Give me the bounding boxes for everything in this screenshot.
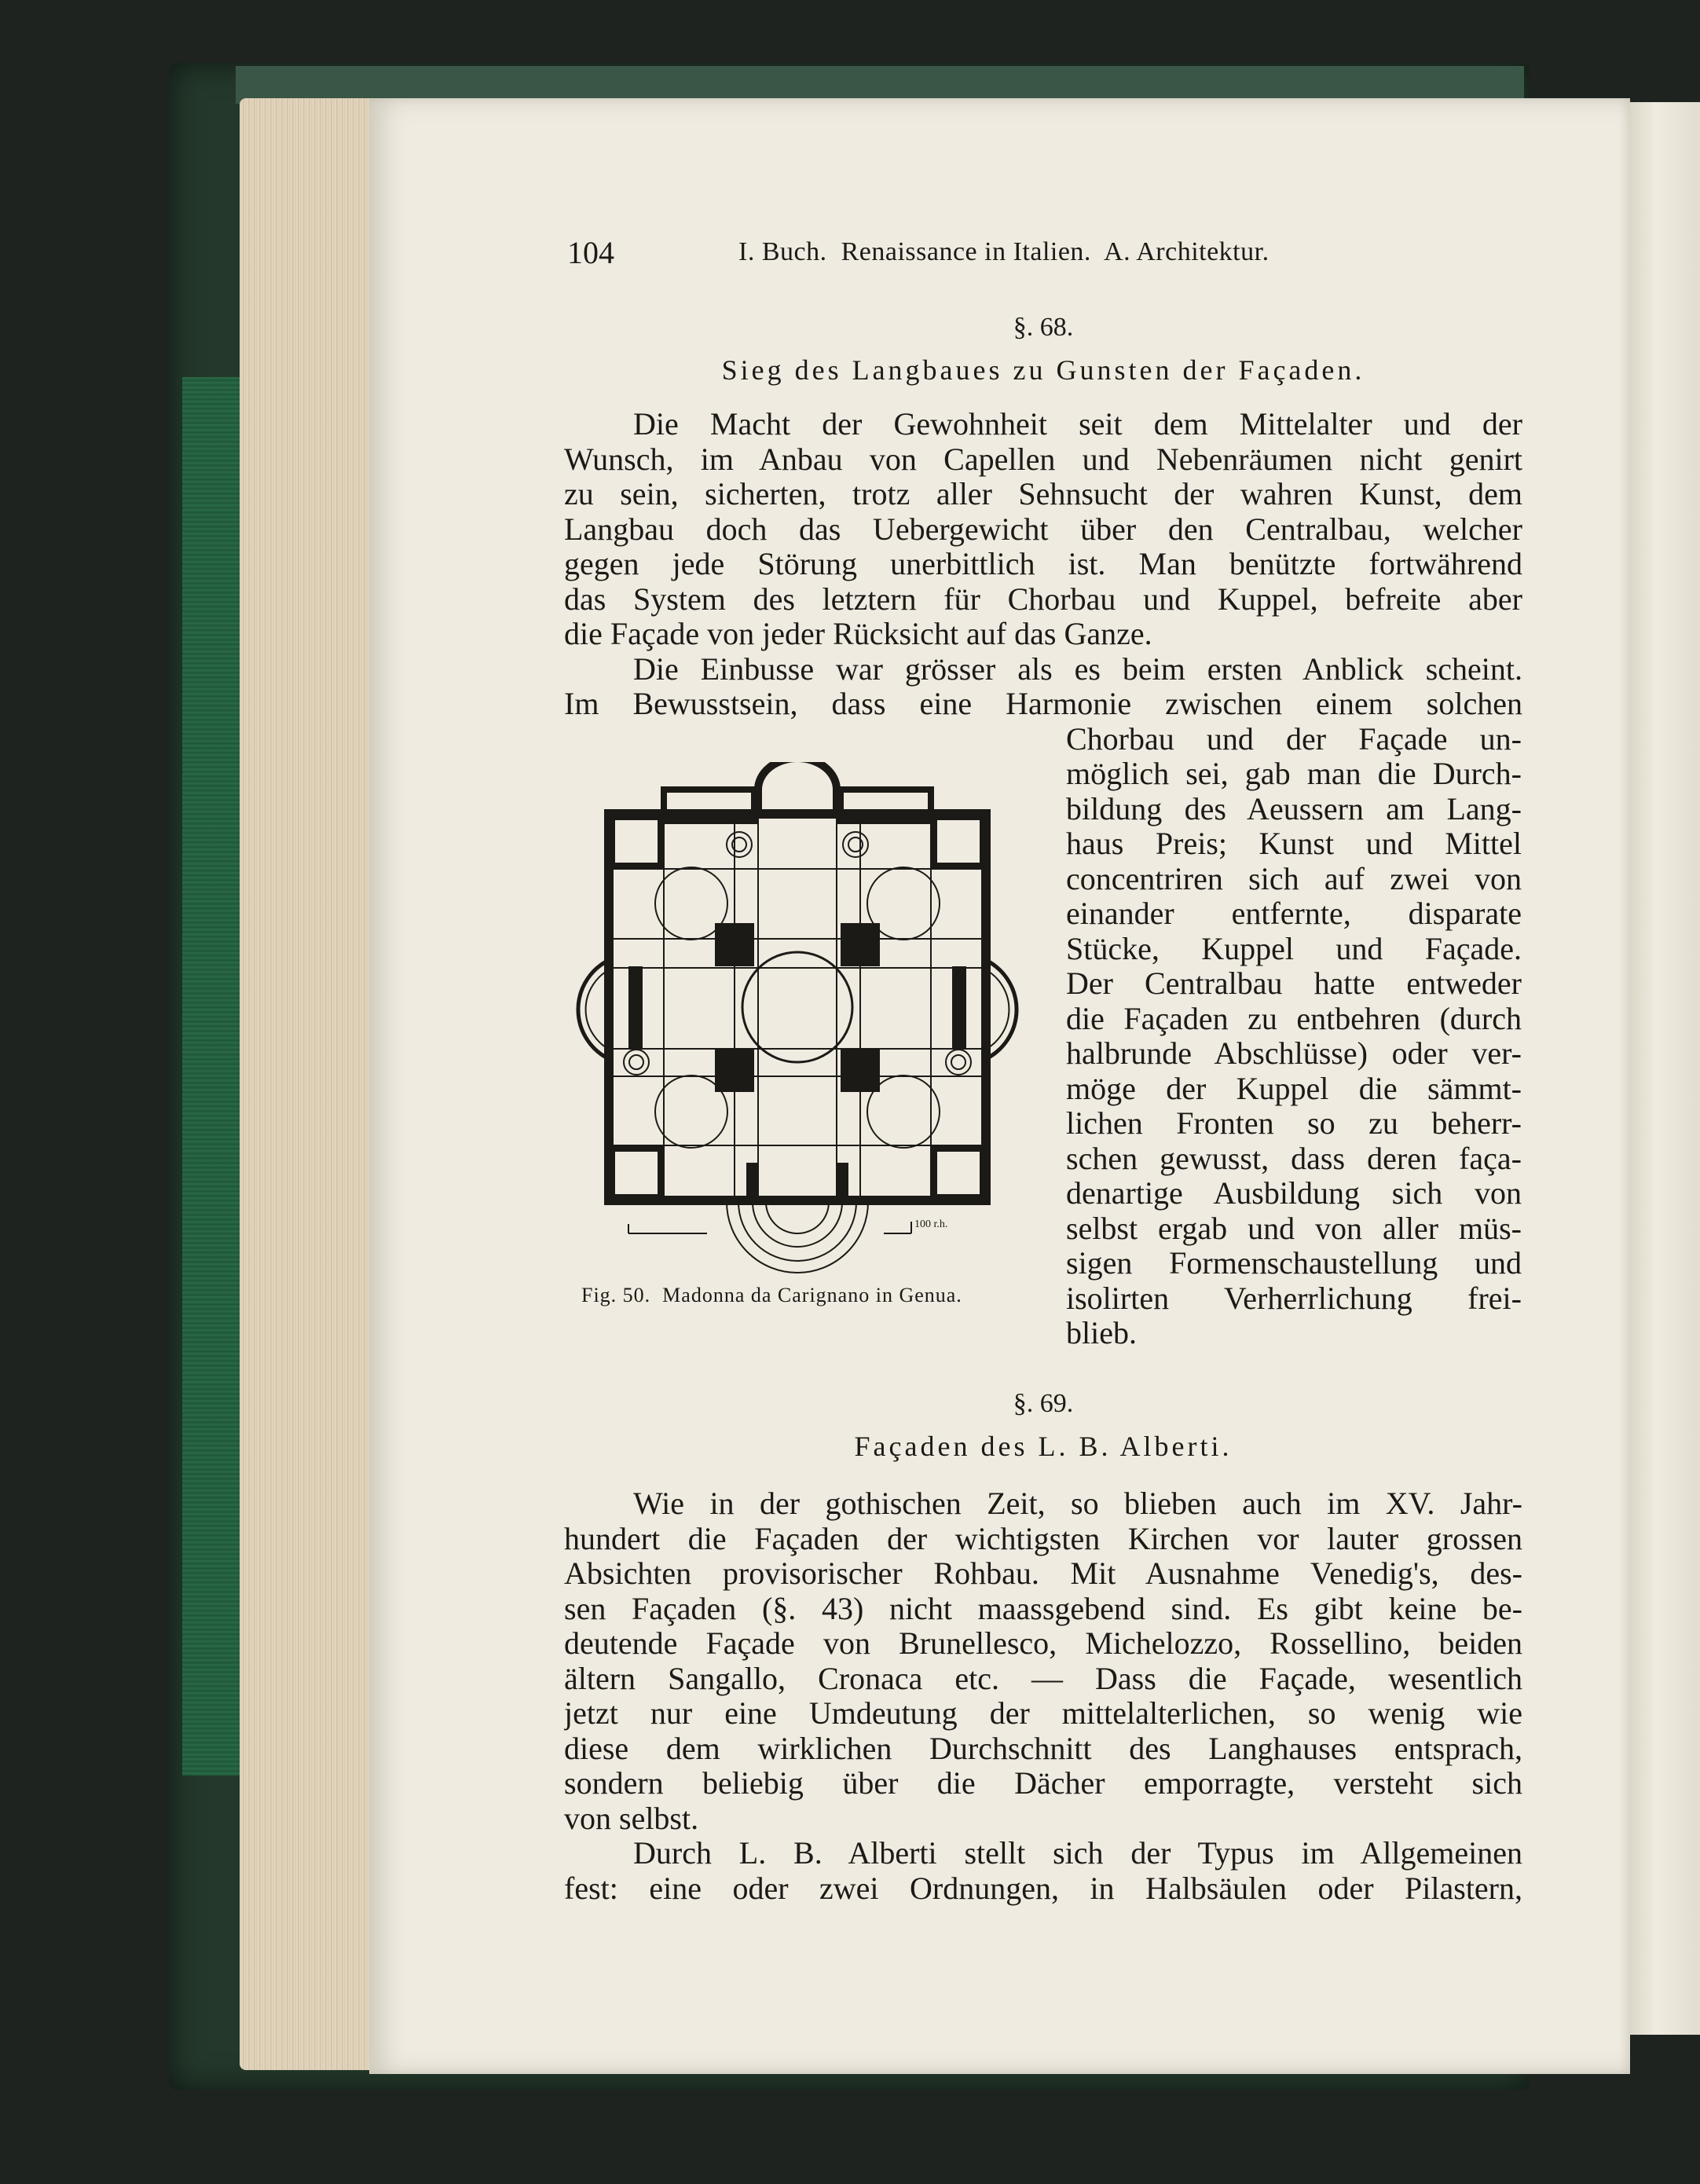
text-line: denartige Ausbildung sich von [1066, 1176, 1522, 1211]
section-69-number: §. 69. [1013, 1389, 1074, 1418]
section-68-title: Sieg des Langbaues zu Gunsten der Façaden. [721, 354, 1365, 386]
text-line: das System des letztern für Chorbau und Kuppel, befreite aber [564, 581, 1522, 617]
text-line: jetzt nur eine Umdeutung der mittelalterlichen, so wenig wie [564, 1696, 1522, 1731]
text-line: hundert die Façaden der wichtigsten Kirchen vor lauter grossen [564, 1521, 1522, 1556]
figure-caption: Fig. 50. Madonna da Carignano in Genua. [581, 1284, 962, 1306]
text-line: isolirten Verherrlichung frei- [1066, 1281, 1522, 1316]
section-68-paragraph-1 [564, 407, 1522, 652]
book-spine-cloth [182, 377, 245, 1775]
section-68-paragraph-2 [564, 652, 1522, 722]
scale-label: 100 r.h. [914, 1218, 948, 1230]
text-line: lichen Fronten so zu beherr- [1066, 1106, 1522, 1141]
text-line: Wunsch, im Anbau von Capellen und Nebenräumen nicht genirt [564, 442, 1522, 477]
text-line: sondern beliebig über die Dächer emporragte, versteht sich [564, 1766, 1522, 1801]
page-edges-left [240, 98, 381, 2070]
text-line: concentriren sich auf zwei von [1066, 861, 1522, 896]
figure-50 [566, 762, 1029, 1288]
text-line: Der Centralbau hatte entweder [1066, 966, 1522, 1001]
section-69-paragraph-2 [564, 1836, 1522, 1906]
text-line: Chorbau und der Façade un- [1066, 721, 1522, 757]
text-line: Stücke, Kuppel und Façade. [1066, 931, 1522, 966]
text-line: selbst ergab und von aller müs- [1066, 1211, 1522, 1246]
text-line: fest: eine oder zwei Ordnungen, in Halbsäulen oder Pilastern, [564, 1871, 1522, 1906]
text-line: zu sein, sicherten, trotz aller Sehnsucht der wahren Kunst, dem [564, 477, 1522, 511]
floor-plan-illustration [566, 762, 1029, 1288]
section-69-paragraph-1 [564, 1486, 1522, 1836]
text-line: schen gewusst, dass deren faça- [1066, 1141, 1522, 1176]
text-line: Die Einbusse war grösser als es beim ersten Anblick scheint. [633, 651, 1522, 687]
text-line: die Façade von jeder Rücksicht auf das Ganze. [564, 617, 1152, 651]
text-line: Im Bewusstsein, dass eine Harmonie zwischen einem solchen [564, 687, 1522, 721]
text-line: sigen Formenschaustellung und [1066, 1246, 1522, 1281]
text-line: blieb. [1066, 1316, 1137, 1350]
facing-page-edge [1626, 102, 1700, 2035]
text-line: Durch L. B. Alberti stellt sich der Typus im Allgemeinen [633, 1836, 1522, 1871]
section-68-side-column [1066, 722, 1522, 1351]
text-line: möge der Kuppel die sämmt- [1066, 1071, 1522, 1106]
text-line: möglich sei, gab man die Durch- [1066, 757, 1522, 791]
text-line: deutende Façade von Brunellesco, Michelozzo, Rossellino, beiden [564, 1626, 1522, 1661]
text-line: Wie in der gothischen Zeit, so blieben auch im XV. Jahr- [633, 1486, 1522, 1521]
text-line: ältern Sangallo, Cronaca etc. — Dass die Façade, wesentlich [564, 1661, 1522, 1696]
section-68-number: §. 68. [1013, 313, 1074, 342]
page-number: 104 [567, 235, 614, 270]
text-line: Absichten provisorischer Rohbau. Mit Ausnahme Venedig's, des- [564, 1556, 1522, 1591]
text-line: halbrunde Abschlüsse) oder ver- [1066, 1036, 1522, 1071]
text-line: Die Macht der Gewohnheit seit dem Mittelalter und der [633, 407, 1522, 442]
text-line: bildung des Aeussern am Lang- [1066, 791, 1522, 826]
section-69-title: Façaden des L. B. Alberti. [854, 1431, 1233, 1462]
text-line: von selbst. [564, 1801, 699, 1836]
text-line: diese dem wirklichen Durchschnitt des Langhauses entsprach, [564, 1731, 1522, 1766]
running-title: I. Buch. Renaissance in Italien. A. Architektur. [738, 237, 1270, 266]
text-line: einander entfernte, disparate [1066, 896, 1522, 931]
text-line: Langbau doch das Uebergewicht über den Centralbau, welcher [564, 511, 1522, 547]
text-line: sen Façaden (§. 43) nicht maassgebend sind. Es gibt keine be- [564, 1591, 1522, 1626]
text-line: gegen jede Störung unerbittlich ist. Man benützte fortwährend [564, 547, 1522, 581]
text-line: haus Preis; Kunst und Mittel [1066, 826, 1522, 861]
text-line: die Façaden zu entbehren (durch [1066, 1001, 1522, 1036]
